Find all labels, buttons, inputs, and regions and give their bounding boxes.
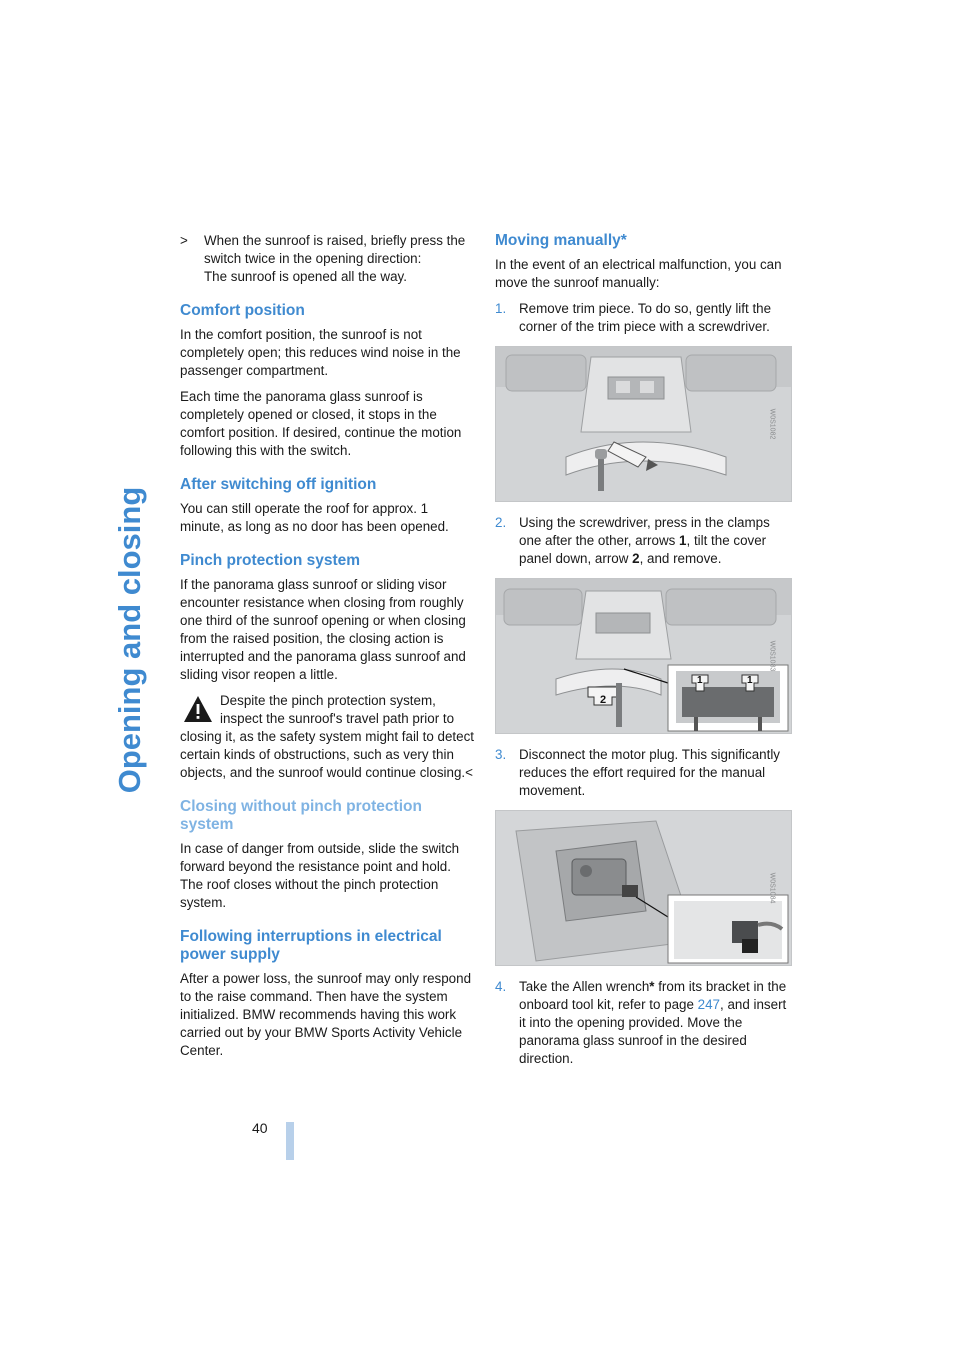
figure-2-label-1b: 1 [747, 675, 753, 686]
trim-piece-illustration [496, 347, 791, 501]
figure-trim-piece [495, 346, 792, 502]
heading-comfort-position: Comfort position [180, 302, 305, 319]
left-column [180, 232, 475, 1068]
figure-motor-plug [495, 810, 792, 966]
step-2 [495, 514, 792, 568]
step-3 [495, 746, 792, 800]
heading-after-ignition: After switching off ignition [180, 476, 377, 493]
bullet-text-1: When the sunroof is raised, briefly press the switch twice in the opening direction: [204, 233, 466, 266]
figure-2-label-1a: 1 [697, 675, 703, 686]
ignition-paragraph: You can still operate the roof for approx. 1 minute, as long as no door has been opened. [180, 501, 449, 534]
step-2-number: 2. [495, 515, 507, 530]
warning-note [180, 692, 475, 782]
bullet-item [180, 232, 475, 286]
page-reference-link[interactable]: 247 [697, 997, 720, 1012]
right-column [495, 232, 792, 1076]
step-4-text-b: from its bracket in the onboard tool kit, refer to page [519, 979, 787, 1012]
step-1-number: 1. [495, 301, 507, 316]
figure-cover-panel [495, 578, 792, 734]
bullet-mark: > [180, 233, 188, 248]
heading-closing-without-pinch: Closing without pinch protection system [180, 798, 422, 833]
warning-triangle-icon [182, 694, 214, 724]
heading-moving-manually: Moving manually* [495, 232, 627, 249]
page-number: 40 [252, 1120, 268, 1136]
step-2-text-c: , tilt the cover panel down, arrow [519, 533, 767, 566]
power-paragraph: After a power loss, the sunroof may only respond to the raise command. Then have the system initialized. BMW recommends having this work carried out by your BMW Sports Activity Vehicle Center. [180, 971, 472, 1058]
heading-pinch-protection: Pinch protection system [180, 552, 361, 569]
pinch-paragraph: If the panorama glass sunroof or sliding visor encounter resistance when closing from roughly one third of the sunroof opening or when closing from the raised position, the closing action is interrupted and the panorama glass sunroof and sliding visor reopen a little. [180, 577, 466, 682]
warning-end-mark: < [465, 765, 473, 780]
figure-3-code: W0S1084 [768, 872, 776, 904]
figure-2-code: W0S1083 [768, 640, 776, 672]
comfort-paragraph-1: In the comfort position, the sunroof is not completely open; this reduces wind noise in the passenger compartment. [180, 327, 461, 378]
side-chapter-title [100, 230, 160, 1050]
page-number-bar [286, 1122, 294, 1160]
nopinch-paragraph: In case of danger from outside, slide the switch forward beyond the resistance point and hold. The roof closes without the pinch protection system. [180, 841, 460, 910]
chapter-title-text: Opening and closing [112, 486, 147, 794]
step-4-text-a: Take the Allen wrench [519, 979, 650, 994]
bullet-text-2: The sunroof is opened all the way. [204, 269, 407, 284]
step-3-number: 3. [495, 747, 507, 762]
step-2-arrow-1: 1 [679, 533, 687, 548]
figure-2-label-2: 2 [600, 694, 607, 706]
step-2-text-e: , and remove. [639, 551, 722, 566]
step-4-text-c: , and insert it into the opening provided. Move the panorama glass sunroof in the desired direction. [519, 997, 787, 1066]
warning-text: Despite the pinch protection system, inspect the sunroof's travel path prior to closing it, as the safety system might fail to detect certain kinds of obstructions, such as very thin objects, and the sunroof would continue closing. [180, 693, 474, 780]
heading-power-interruption: Following interruptions in electrical power supply [180, 928, 442, 963]
optional-equipment-star: * [649, 979, 655, 994]
step-2-arrow-2: 2 [632, 551, 640, 566]
step-4 [495, 978, 792, 1068]
cover-panel-illustration [496, 579, 791, 733]
figure-1-code: W0S1082 [768, 408, 776, 440]
step-4-number: 4. [495, 979, 507, 994]
motor-plug-illustration [496, 811, 791, 965]
step-1 [495, 300, 792, 336]
comfort-paragraph-2: Each time the panorama glass sunroof is completely opened or closed, it stops in the comfort position. If desired, continue the motion following this with the switch. [180, 389, 462, 458]
step-1-text: Remove trim piece. To do so, gently lift the corner of the trim piece with a screwdriver. [519, 301, 772, 334]
manual-intro: In the event of an electrical malfunction, you can move the sunroof manually: [495, 257, 782, 290]
step-2-text-a: Using the screwdriver, press in the clamps one after the other, arrows [519, 515, 770, 548]
step-3-text: Disconnect the motor plug. This significantly reduces the effort required for the manual movement. [519, 747, 780, 798]
